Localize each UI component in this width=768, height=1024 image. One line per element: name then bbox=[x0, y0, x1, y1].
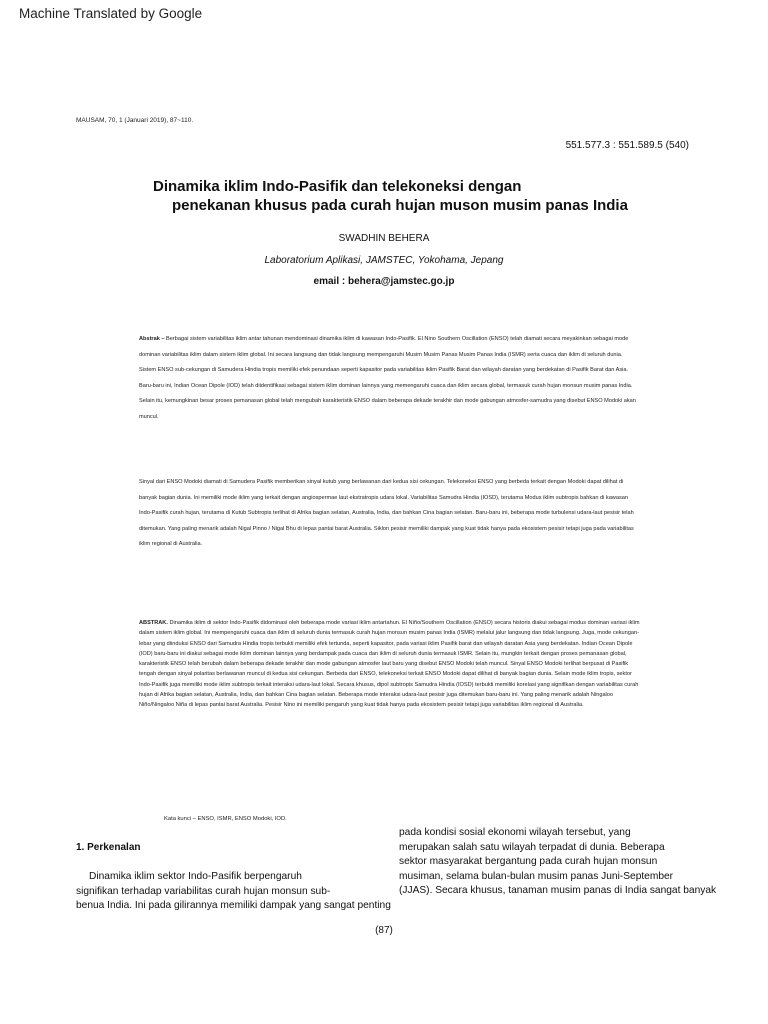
intro-right-line: pada kondisi sosial ekonomi wilayah tersebut, yang bbox=[399, 827, 631, 838]
abstract-indonesian bbox=[139, 332, 639, 425]
abstract-lead: Abstrak – bbox=[139, 336, 165, 342]
intro-left-column bbox=[76, 870, 398, 914]
abstract-en-text: Dinamika iklim di sektor Indo-Pasifik didominasi oleh beberapa mode variasi iklim antartahun. El Niño/Southern Oscillation (ENSO) secara historis diakui sebagai modus dominan variasi iklim dalam sistem iklim global. Ini mempengaruhi cuaca dan iklim di seluruh dunia termasuk curah hujan monsun musim panas India (ISMR) melalui jalur langsung dan tidak langsung. Juga, mode cekungan-lebar yang diinduksi ENSO dari Samudra Hindia tropis terbukti memiliki efek tertunda, seperti kapasitor, pada variasi iklim Pasifik barat dan wilayah daratan Asia yang berdekatan. Indian Ocean Dipole (IOD) baru-baru ini diakui sebagai mode iklim dominan lainnya yang berdampak pada cuaca dan iklim di seluruh dunia termasuk ISMR. Selain itu, mungkin terkait dengan proses pemanasan global, karakteristik ENSO telah berubah dalam beberapa dekade terakhir dan mode gabungan atmosfer laut baru yang disebut ENSO Modoki telah muncul. Sinyal ENSO Modoki terlihat berpusat di Pasifik tengah dengan sinyal polaritas berlawanan muncul di kedua sisi cekungan. Berbeda dari ENSO, telekoneksi terkait ENSO Modoki dapat dilihat di banyak bagian dunia. Selain mode iklim tropis, sektor Indo-Pasifik juga memiliki mode iklim subtropis terkait interaksi udara-laut lokal. Secara khusus, dipol subtropis Samudra Hindia (IOSD) terbukti memiliki korelasi yang signifikan dengan variabilitas curah hujan di Afrika bagian selatan, Australia, India, dan bahkan Cina bagian selatan. Beberapa mode interaksi udara-laut pesisir juga ditemukan baru-baru ini. Yang paling menarik adalah Ningaloo Niño/Ningaloo Niña di lepas pantai barat Australia. Pesisir Nino ini memiliki pengaruh yang kuat tidak hanya pada ekosistem pesisir tetapi juga variabilitas iklim regional di Australia. bbox=[139, 620, 640, 709]
abstract-translated bbox=[139, 618, 641, 711]
journal-reference: MAUSAM, 70, 1 (Januari 2019), 87~110. bbox=[76, 117, 194, 124]
page-number: (87) bbox=[375, 925, 393, 936]
abstract-text: Berbagai sistem variabilitas iklim antar tahunan mendominasi dinamika iklim di kawasan Indo-Pasifik. El Nino Southern Oscillation (ENSO) telah diamati secara meyakinkan sebagai mode dominan variabilitas iklim dalam sistem iklim global. Ini secara langsung dan tidak langsung mempengaruhi Musim Musim Panas Musim Panas India (ISMR) serta cuaca dan iklim di seluruh dunia. Sistem ENSO sub-cekungan di Samudera Hindia tropis memiliki efek penundaan seperti kapasitor pada variabilitas iklim Pasifik Barat dan wilayah daratan yang berdekatan di Pasifik Barat dan Asia. Baru-baru ini, Indian Ocean Dipole (IOD) telah diidentifikasi sebagai sistem iklim dominan lainnya yang memengaruhi cuaca dan iklim secara global, termasuk curah hujan monsun musim panas India. Selain itu, kemungkinan besar proses pemanasan global telah mengubah karakteristik ENSO dalam beberapa dekade terakhir dan mode gabungan atmosfer-samudra yang disebut ENSO Modoki akan muncul. bbox=[139, 336, 636, 420]
keywords: Kata kunci – ENSO, ISMR, ENSO Modoki, IOD. bbox=[164, 816, 287, 822]
intro-right-line: musiman, selama bulan-bulan musim panas Juni-September bbox=[399, 870, 674, 882]
intro-right-column bbox=[399, 826, 749, 899]
translation-banner: Machine Translated by Google bbox=[19, 6, 203, 21]
section-heading: 1. Perkenalan bbox=[76, 842, 141, 853]
author-name: SWADHIN BEHERA bbox=[338, 233, 430, 244]
abstract-indonesian-continued: Sinyal dari ENSO Modoki diamati di Samudera Pasifik memberikan sinyal kutub yang berlawanan dari kedua sisi cekungan. Telekoneksi ENSO yang berbeda terkait dengan Modoki dapat dilihat di banyak bagian dunia. Ini memiliki mode iklim yang terkait dengan angiospermae laut ekstratropis udara lokal. Variabilitas Samudra Hindia (IOSD), terutama Modus iklim subtropis bahkan di kawasan Indo-Pasifik curah hujan, terutama di Kutub Subtropis terlihat di Afrika bagian selatan, Australia, India, dan bahkan Cina bagian selatan. Baru-baru ini, beberapa mode turbulensi udara-laut pesisir telah ditemukan. Yang paling menarik adalah Nigal Pinno / Nigal Bhu di lepas pantai barat Australia. Siklon pesisir memiliki dampak yang kuat tidak hanya pada ekosistem pesisir tetapi juga pada variabilitas iklim regional di Australia. bbox=[139, 479, 634, 547]
intro-right-line: merupakan salah satu wilayah terpadat di dunia. Beberapa bbox=[399, 841, 665, 853]
intro-left-line: benua India. Ini pada gilirannya memiliki dampak yang sangat penting bbox=[76, 900, 391, 911]
paper-title-line-1: Dinamika iklim Indo-Pasifik dan telekoneksi dengan bbox=[153, 178, 522, 195]
intro-left-line: Dinamika iklim sektor Indo-Pasifik berpengaruh bbox=[89, 871, 302, 882]
author-affiliation: Laboratorium Aplikasi, JAMSTEC, Yokohama, Jepang bbox=[264, 255, 504, 266]
intro-right-line: (JJAS). Secara khusus, tanaman musim panas di India sangat banyak bbox=[399, 885, 717, 896]
classification-code: 551.577.3 : 551.589.5 (540) bbox=[565, 140, 689, 151]
abstract-en-lead: ABSTRAK. bbox=[139, 620, 168, 626]
intro-right-line: sektor masyarakat bergantung pada curah hujan monsun bbox=[399, 856, 658, 867]
author-email: email : behera@jamstec.go.jp bbox=[313, 276, 455, 287]
intro-left-line: signifikan terhadap variabilitas curah hujan monsun sub- bbox=[76, 885, 331, 897]
paper-title-line-2: penekanan khusus pada curah hujan muson musim panas India bbox=[172, 197, 628, 214]
